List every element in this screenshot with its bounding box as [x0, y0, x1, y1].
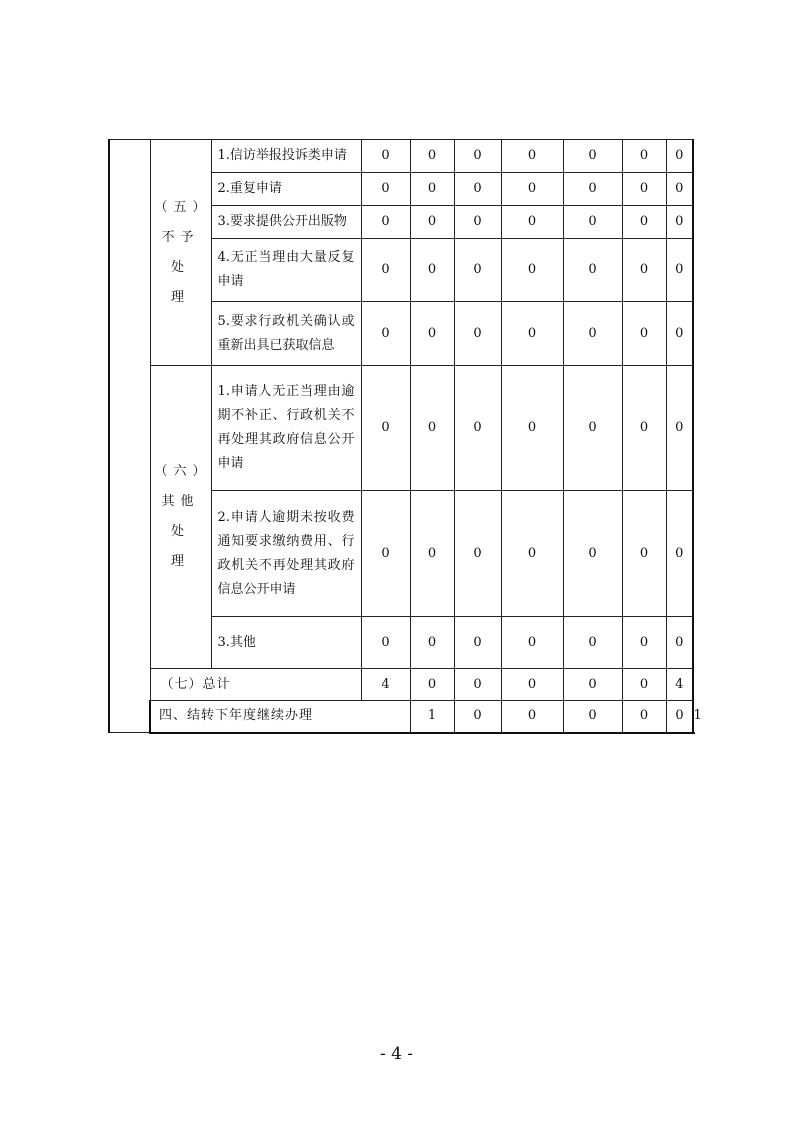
value-cell: 4: [361, 669, 410, 701]
value-cell: 0: [563, 173, 622, 206]
value-cell: 0: [454, 173, 501, 206]
value-cell: 0: [563, 617, 622, 669]
value-cell: 0: [563, 491, 622, 617]
value-cell: 0: [410, 302, 454, 366]
value-cell: 0: [361, 366, 410, 491]
application-handling-table: [108, 139, 702, 734]
value-cell: 0: [454, 669, 501, 701]
value-cell: 0: [454, 239, 501, 302]
value-cell: 0: [666, 206, 693, 239]
value-cell: 0: [501, 206, 563, 239]
value-cell: 0: [666, 491, 693, 617]
value-cell: 0: [622, 701, 666, 733]
value-cell: 0: [666, 617, 693, 669]
value-cell: 0: [666, 302, 693, 366]
carry-over-row: 四、结转下年度继续办理 1 0 0 0 0 0 1: [109, 701, 693, 733]
value-cell: 0: [361, 491, 410, 617]
value-cell: 0: [454, 366, 501, 491]
value-cell: 0: [410, 173, 454, 206]
value-cell: 0: [454, 140, 501, 173]
row-item-label: 1.信访举报投诉类申请: [211, 140, 361, 173]
value-cell: 0: [563, 366, 622, 491]
outer-category-cell: [109, 140, 150, 733]
value-cell: 0: [410, 239, 454, 302]
value-cell: 0: [666, 701, 693, 733]
value-cell: 0: [501, 140, 563, 173]
table-row: [109, 140, 693, 173]
row-item-label: 4.无正当理由大量反复申请: [211, 239, 361, 302]
row-item-label: 5.要求行政机关确认或重新出具已获取信息: [211, 302, 361, 366]
value-cell: 0: [666, 173, 693, 206]
value-cell: 0: [563, 669, 622, 701]
value-cell: 0: [622, 239, 666, 302]
value-cell: 0: [501, 366, 563, 491]
value-cell: 0: [622, 173, 666, 206]
value-cell: 0: [666, 239, 693, 302]
value-cell: 0: [361, 173, 410, 206]
value-cell: 0: [410, 491, 454, 617]
value-cell: 0: [361, 206, 410, 239]
value-cell: 0: [622, 491, 666, 617]
value-cell: 0: [563, 302, 622, 366]
total-row: [109, 669, 693, 701]
value-cell: 0: [563, 140, 622, 173]
value-cell: 0: [563, 239, 622, 302]
value-cell: 0: [410, 140, 454, 173]
value-cell: 0: [622, 617, 666, 669]
value-cell: 0: [622, 669, 666, 701]
category-five-label: （五） 不予处 理: [150, 140, 211, 366]
carry-over-label: 四、结转下年度继续办理: [150, 701, 410, 733]
value-cell: 0: [410, 206, 454, 239]
value-cell: 0: [501, 701, 563, 733]
value-cell: 0: [501, 173, 563, 206]
table-row: [109, 366, 693, 491]
value-cell: 0: [410, 617, 454, 669]
value-cell: 0: [622, 206, 666, 239]
value-cell: 0: [501, 669, 563, 701]
row-item-label: 1.申请人无正当理由逾期不补正、行政机关不再处理其政府信息公开申请: [211, 366, 361, 491]
value-cell: 0: [622, 140, 666, 173]
value-cell: 0: [361, 617, 410, 669]
value-cell: 0: [622, 366, 666, 491]
value-cell: 0: [410, 366, 454, 491]
row-item-label: 2.申请人逾期未按收费通知要求缴纳费用、行政机关不再处理其政府信息公开申请: [211, 491, 361, 617]
value-cell: 0: [501, 491, 563, 617]
row-item-label: 2.重复申请: [211, 173, 361, 206]
value-cell: 1: [410, 701, 454, 733]
value-cell: 0: [454, 701, 501, 733]
value-cell: 0: [563, 206, 622, 239]
value-cell: 0: [666, 140, 693, 173]
value-cell: 0: [361, 239, 410, 302]
row-item-label: 3.其他: [211, 617, 361, 669]
value-cell: 0: [410, 669, 454, 701]
value-cell: 0: [563, 701, 622, 733]
total-label: （七）总计: [150, 669, 361, 701]
value-cell: 0: [454, 302, 501, 366]
value-cell: 0: [454, 491, 501, 617]
value-cell: 0: [454, 617, 501, 669]
row-item-label: 3.要求提供公开出版物: [211, 206, 361, 239]
value-cell: 4: [666, 669, 693, 701]
value-cell: 0: [501, 617, 563, 669]
value-cell: 0: [501, 239, 563, 302]
value-cell: 0: [666, 366, 693, 491]
category-six-label: （六） 其他处 理: [150, 366, 211, 669]
value-cell: 0: [501, 302, 563, 366]
value-cell: 0: [622, 302, 666, 366]
value-cell: 0: [454, 206, 501, 239]
value-cell: 0: [361, 302, 410, 366]
value-cell: 0: [361, 140, 410, 173]
page-number: - 4 -: [379, 1044, 414, 1064]
